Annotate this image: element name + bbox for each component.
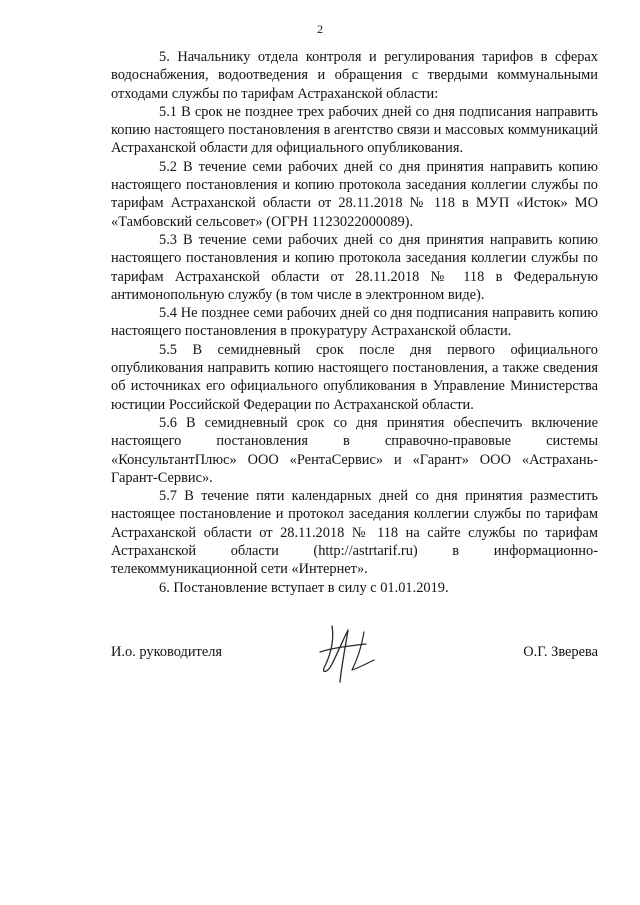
page-number: 2 (317, 22, 323, 36)
paragraph-5: 5. Начальнику отдела контроля и регулирования тарифов в сферах водоснабжения, водоотведения и обращения с твердыми коммунальными отходами службы по тарифам Астраханской области: (111, 49, 598, 102)
paragraph-6: 6. Постановление вступает в силу с 01.01.2019. (159, 579, 449, 596)
signature-stroke-1 (324, 626, 348, 682)
paragraph-5-6: 5.6 В семидневный срок со дня принятия обеспечить включение настоящего постановления в справочно-правовые системы «КонсультантПлюс» ООО «РентаСервис» и «Гарант» ООО «Астрахань-Гарант-Сервис». (111, 414, 598, 486)
paragraph-5-7: 5.7 В течение пяти календарных дней со дня принятия разместить настоящее постановление и протокол заседания коллегии службы по тарифам Астраханской области от 28.11.2018 № 118 на сайте службы по тарифам Астраханской области (http://astrtarif.ru) в информационно-телекоммуникационной сети «Интернет». (111, 488, 598, 578)
signatory-name: О.Г. Зверева (523, 644, 598, 660)
paragraph-5-3: 5.3 В течение семи рабочих дней со дня принятия направить копию настоящего постановления и копию протокола заседания коллегии службы по тарифам Астраханской области от 28.11.2018 № 118 в Федеральную антимонопольную службу (в том числе в электронном виде). (111, 231, 598, 303)
signatory-position: И.о. руководителя (111, 644, 223, 660)
handwritten-signature (318, 618, 382, 688)
paragraph-5-5: 5.5 В семидневный срок после дня первого официального опубликования направить копию настоящего постановления, а также сведения об источниках его официального опубликования в Управление Министерства юстиции Российской Федерации по Астраханской области. (111, 341, 598, 413)
paragraph-5-2: 5.2 В течение семи рабочих дней со дня принятия направить копию настоящего постановления и копию протокола заседания коллегии службы по тарифам Астраханской области от 28.11.2018 № 118 в МУП «Исток» МО «Тамбовский сельсовет» (ОГРН 1123022000089). (111, 158, 598, 230)
document-body (111, 48, 598, 597)
paragraph-5-1: 5.1 В срок не позднее трех рабочих дней со дня подписания направить копию настоящего постановления в агентство связи и массовых коммуникаций Астраханской области для официального опубликования. (111, 103, 598, 157)
signature-stroke-3 (352, 632, 374, 670)
paragraph-5-4: 5.4 Не позднее семи рабочих дней со дня подписания направить копию настоящего постановления в прокуратуру Астраханской области. (111, 305, 598, 340)
